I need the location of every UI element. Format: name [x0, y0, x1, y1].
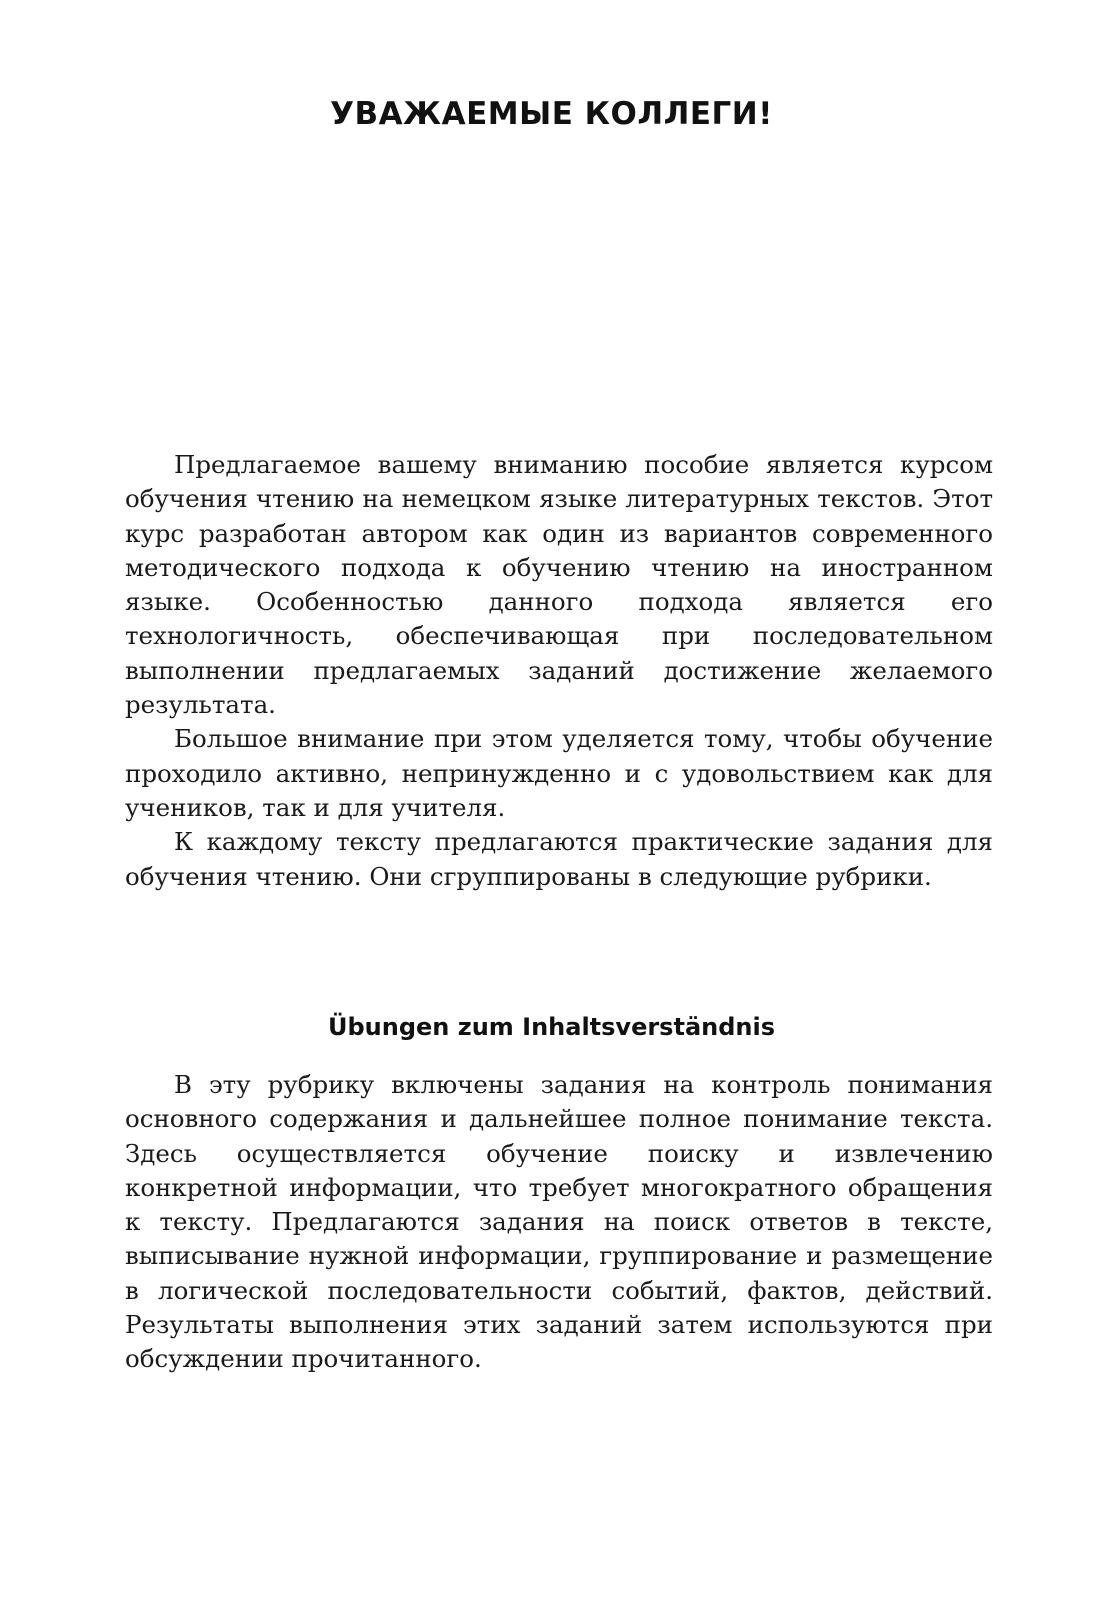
- intro-paragraph: К каждому тексту предлагаются практические задания для обучения чтению. Они сгруппированы в следующие рубрики.: [125, 827, 993, 891]
- intro-paragraph: Большое внимание при этом уделяется тому, чтобы обучение проходило активно, непринужденно и с удовольствием как для учеников, так и для учителя.: [125, 724, 993, 822]
- intro-paragraph: Предлагаемое вашему вниманию пособие является курсом обучения чтению на немецком языке литературных текстов. Этот курс разработан автором как один из вариантов современного методического подхода к обучению чтению на иностранном языке. Особенностью данного подхода является его технологичность, обеспечивающая при последовательном выполнении предлагаемых заданий достижение желаемого результата.: [125, 450, 993, 720]
- section-paragraph: В эту рубрику включены задания на контроль понимания основного содержания и дальнейшее полное понимание текста. Здесь осуществляется обучение поиску и извлечению конкретной информации, что требует многократного обращения к тексту. Предлагаются задания на поиск ответов в тексте, выписывание нужной информации, группирование и размещение в логической последовательности событий, фактов, действий. Результаты выполнения этих заданий затем используются при обсуждении прочитанного.: [125, 1070, 993, 1374]
- intro-text: [125, 448, 993, 894]
- page-title: УВАЖАЕМЫЕ КОЛЛЕГИ!: [330, 96, 773, 132]
- section-heading: Übungen zum Inhaltsverständnis: [327, 1013, 775, 1041]
- section-text: [125, 1068, 993, 1377]
